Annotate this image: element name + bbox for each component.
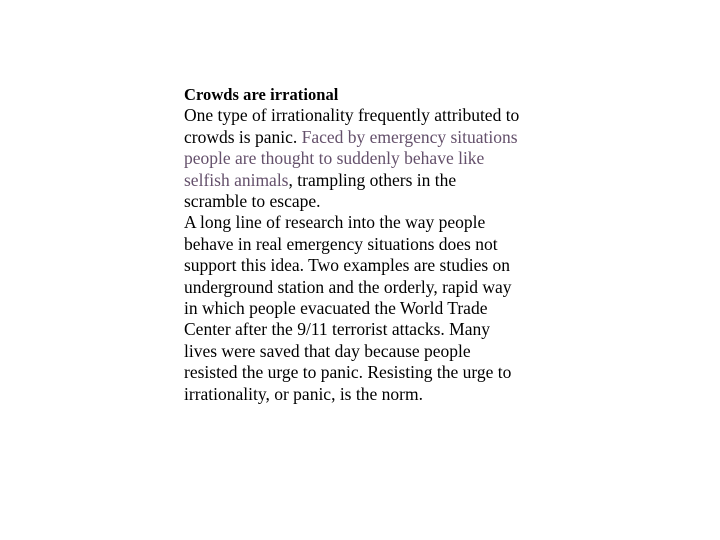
body-text-span: Center after the 9/11 terrorist attacks. Many xyxy=(184,319,490,340)
body-text-line xyxy=(184,384,554,405)
highlighted-text-span: selfish animals xyxy=(184,169,289,190)
highlighted-text-span: people are thought to suddenly behave like xyxy=(184,148,485,169)
body-text-line xyxy=(184,319,554,340)
body-text-span: scramble to escape. xyxy=(184,191,321,212)
body-text-span: behave in real emergency situations does not xyxy=(184,233,498,254)
slide-text-block xyxy=(184,84,554,405)
body-text-line xyxy=(184,341,554,362)
body-text-line xyxy=(184,191,554,212)
body-text-line xyxy=(184,277,554,298)
slide-body-text xyxy=(184,105,554,405)
body-text-span: resisted the urge to panic. Resisting the urge to xyxy=(184,362,512,383)
body-text-line xyxy=(184,234,554,255)
body-text-span: lives were saved that day because people xyxy=(184,340,471,361)
body-text-span: One type of irrationality frequently attributed to xyxy=(184,105,520,126)
slide-heading: Crowds are irrational xyxy=(184,85,339,104)
body-text-span: support this idea. Two examples are studies on xyxy=(184,255,511,276)
body-text-line xyxy=(184,298,554,319)
body-text-span: irrationality, or panic, is the norm. xyxy=(184,383,423,404)
body-text-line xyxy=(184,148,554,169)
body-text-line xyxy=(184,170,554,191)
body-text-line xyxy=(184,362,554,383)
body-text-line xyxy=(184,105,554,126)
body-text-span: underground station and the orderly, rapid way xyxy=(184,276,512,297)
body-text-line xyxy=(184,255,554,276)
body-text-line xyxy=(184,127,554,148)
highlighted-text-span: Faced by emergency situations xyxy=(301,126,518,147)
body-text-line xyxy=(184,212,554,233)
body-text-span: crowds is panic. xyxy=(184,126,302,147)
body-text-span: , trampling others in the xyxy=(288,169,457,190)
body-text-span: in which people evacuated the World Trade xyxy=(184,298,488,319)
body-text-span: A long line of research into the way people xyxy=(184,212,486,233)
